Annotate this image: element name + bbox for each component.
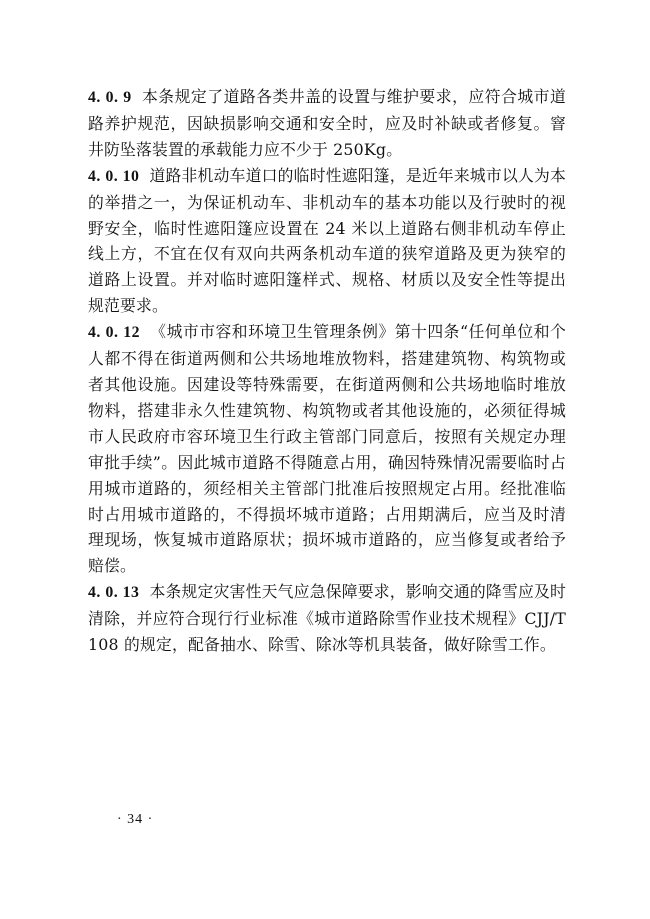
clause-text: 道路非机动车道口的临时性遮阳篷，是近年来城市以人为本的举措之一，为保证机动车、非机动车的基本功能以及行驶时的视野安全，临时性遮阳篷应设置在 24 米以上道路右侧非机动车停止线上方，不宜在仅有双向共两条机动车道的狭窄道路及更为狭窄的道路上设置。并对临时遮阳篷样式、规格、材质以及安全性等提出规范要求。 bbox=[88, 165, 567, 316]
page-number: · 34 · bbox=[117, 812, 154, 827]
clause-4-0-10 bbox=[88, 163, 566, 319]
clause-number: 4. 0. 12 bbox=[88, 324, 140, 342]
page-body bbox=[88, 84, 566, 658]
clause-number: 4. 0. 10 bbox=[88, 167, 140, 185]
clause-number: 4. 0. 13 bbox=[88, 584, 140, 602]
clause-text: 本条规定了道路各类井盖的设置与维护要求，应符合城市道路养护规范，因缺损影响交通和安全时，应及时补缺或者修复。窨井防坠落装置的承载能力应不少于 250Kg。 bbox=[88, 87, 566, 159]
clause-4-0-12 bbox=[88, 319, 566, 579]
clause-text: 本条规定灾害性天气应急保障要求，影响交通的降雪应及时清除，并应符合现行行业标准《城市道路除雪作业技术规程》CJJ/T 108 的规定，配备抽水、除雪、除冰等机具装备，做好除雪工作。 bbox=[88, 582, 567, 655]
clause-number: 4. 0. 9 bbox=[88, 89, 132, 106]
clause-4-0-13 bbox=[88, 579, 566, 658]
clause-text: 《城市市容和环境卫生管理条例》第十四条“任何单位和个人都不得在街道两侧和公共场地堆放物料，搭建建筑物、构筑物或者其他设施。因建设等特殊需要，在街道两侧和公共场地临时堆放物料，搭建非永久性建筑物、构筑物或者其他设施的，必须征得城市人民政府市容环境卫生行政主管部门同意后，按照有关规定办理审批手续”。因此城市道路不得随意占用，确因特殊情况需要临时占用城市道路的，须经相关主管部门批准后按照规定占用。经批准临时占用城市道路的，不得损坏城市道路；占用期满后，应当及时清理现场，恢复城市道路原状；损坏城市道路的，应当修复或者给予赔偿。 bbox=[88, 322, 567, 576]
clause-4-0-9 bbox=[88, 84, 566, 163]
